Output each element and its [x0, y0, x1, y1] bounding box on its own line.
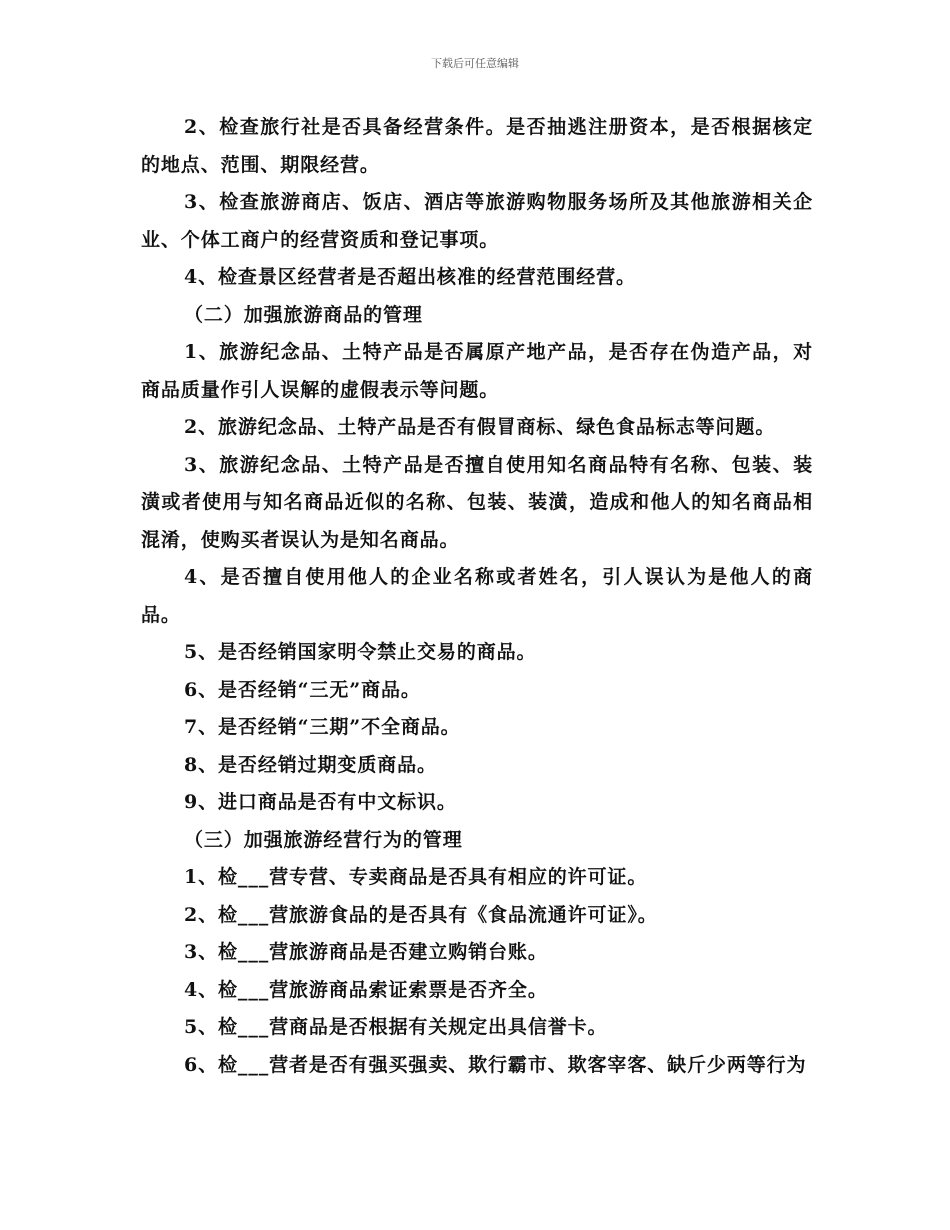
paragraph-conduct-ledger: 3、检___营旅游商品是否建立购销台账。 — [184, 941, 548, 963]
paragraph-goods-banned: 5、是否经销国家明令禁止交易的商品。 — [184, 641, 537, 663]
paragraph-conduct-credit-card: 5、检___营商品是否根据有关规定出具信誉卡。 — [184, 1016, 608, 1038]
paragraph-conduct-invoices: 4、检___营旅游商品索证索票是否齐全。 — [184, 978, 548, 1001]
paragraph-conduct-license: 1、检___营专营、专卖商品是否具有相应的许可证。 — [184, 866, 648, 888]
paragraph-conduct-forced-trade: 6、检___营者是否有强买强卖、欺行霸市、欺客宰客、缺斤少两等行为 — [184, 1053, 807, 1076]
paragraph-goods-packaging: 3、旅游纪念品、土特产品是否擅自使用知名商品特有名称、包装、装潢或者使用与知名商品近似的名称、包装、装潢，造成和他人的知名商品相混淆，使购买者误认为是知名商品。 — [141, 453, 813, 551]
paragraph-goods-origin: 1、旅游纪念品、土特产品是否属原产地产品，是否存在伪造产品，对商品质量作引人误解的虚假表示等问题。 — [141, 341, 813, 401]
document-body — [141, 109, 813, 1084]
page-header: 下载后可任意编辑 — [431, 57, 519, 70]
paragraph-check-shops: 3、检查旅游商店、饭店、酒店等旅游购物服务场所及其他旅游相关企业、个体工商户的经营资质和登记事项。 — [141, 191, 813, 251]
paragraph-goods-expired: 8、是否经销过期变质商品。 — [184, 753, 437, 776]
paragraph-goods-three-no: 6、是否经销“三无”商品。 — [184, 678, 421, 701]
paragraph-goods-trademark: 2、旅游纪念品、土特产品是否有假冒商标、绿色食品标志等问题。 — [184, 416, 776, 438]
paragraph-check-travel-agency: 2、检查旅行社是否具备经营条件。是否抽逃注册资本，是否根据核定的地点、范围、期限经营。 — [141, 116, 813, 176]
paragraph-check-scenic-area: 4、检查景区经营者是否超出核准的经营范围经营。 — [184, 266, 636, 288]
paragraph-goods-imported: 9、进口商品是否有中文标识。 — [184, 791, 457, 813]
paragraph-conduct-food-permit: 2、检___营旅游食品的是否具有《食品流通许可证》。 — [184, 903, 658, 926]
paragraph-goods-name-misuse: 4、是否擅自使用他人的企业名称或者姓名，引人误认为是他人的商品。 — [141, 566, 813, 626]
section-heading-goods: （二）加强旅游商品的管理 — [184, 303, 423, 326]
section-heading-conduct: （三）加强旅游经营行为的管理 — [184, 828, 463, 851]
paragraph-goods-three-period: 7、是否经销“三期”不全商品。 — [184, 716, 461, 738]
